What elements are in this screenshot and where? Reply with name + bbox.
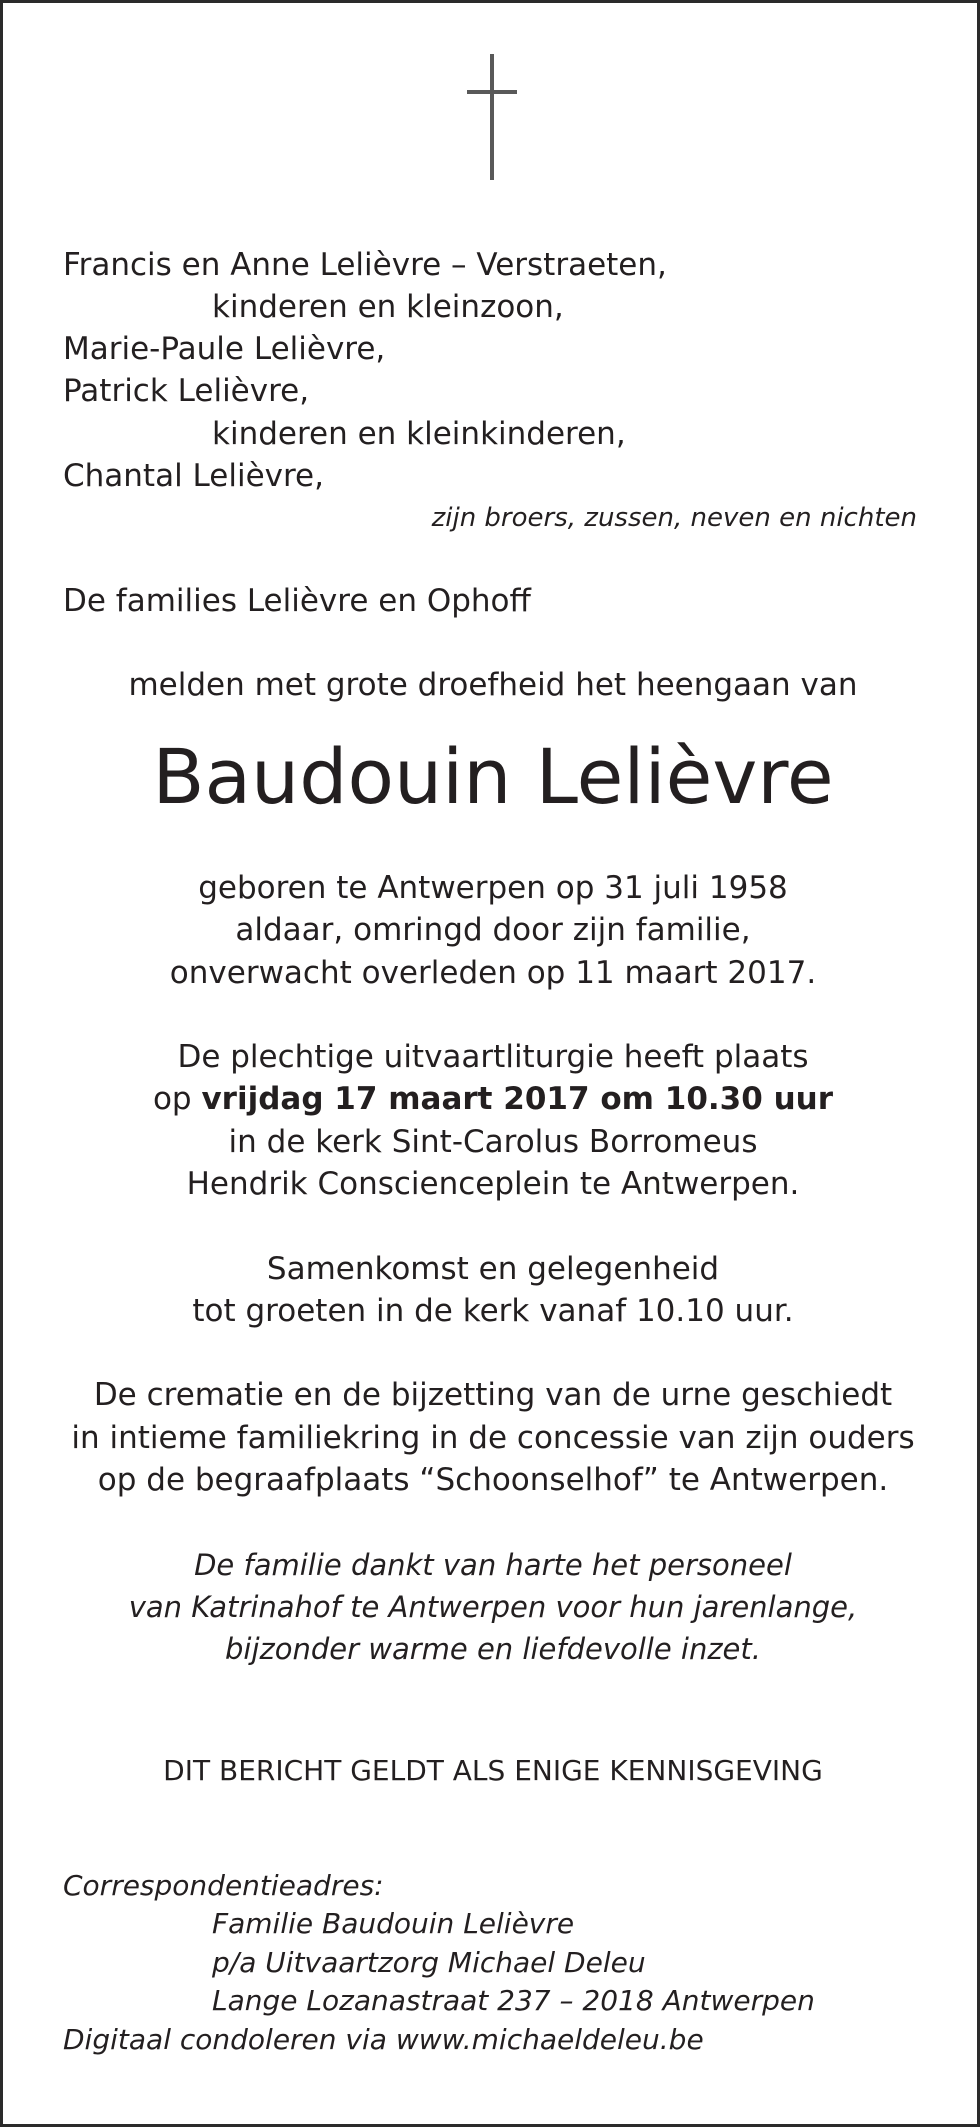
gathering-line-1: Samenkomst en gelegenheid (266, 1251, 720, 1287)
liturgy-prefix: op (152, 1081, 202, 1117)
family-line-1: Francis en Anne Lelièvre – Verstraeten, (63, 247, 667, 283)
deceased-name: Baudouin Lelièvre (152, 732, 834, 821)
liturgy-line-4: Hendrik Conscienceplein te Antwerpen. (186, 1166, 800, 1202)
family-line-2: kinderen en kleinzoon, (212, 289, 564, 325)
family-line-5: kinderen en kleinkinderen, (212, 416, 626, 452)
liturgy-line-1: De plechtige uitvaartliturgie heeft plaats (177, 1039, 809, 1075)
cross-horizontal-bar (467, 90, 517, 94)
bio-line-2: aldaar, omringd door zijn familie, (235, 912, 751, 948)
family-line-7: zijn broers, zussen, neven en nichten (431, 503, 917, 533)
correspondence-line-1: Familie Baudouin Lelièvre (212, 1907, 575, 1940)
liturgy-line-2 (3, 1079, 980, 1119)
liturgy-line-3: in de kerk Sint-Carolus Borromeus (228, 1124, 758, 1160)
cremation-line-1: De crematie en de bijzetting van de urne geschiedt (93, 1377, 893, 1413)
gathering-line-2: tot groeten in de kerk vanaf 10.10 uur. (192, 1293, 794, 1329)
families-line: De families Lelièvre en Ophoff (63, 583, 531, 619)
cross-vertical-bar (490, 54, 494, 180)
thanks-line-3: bijzonder warme en liefdevolle inzet. (224, 1632, 761, 1666)
cremation-line-3: op de begraafplaats “Schoonselhof” te Antwerpen. (97, 1462, 889, 1498)
family-line-4: Patrick Lelièvre, (63, 373, 310, 409)
cremation-line-2: in intieme familiekring in de concessie van zijn ouders (71, 1420, 915, 1456)
bio-line-1: geboren te Antwerpen op 31 juli 1958 (198, 870, 788, 906)
thanks-line-1: De familie dankt van harte het personeel (194, 1548, 792, 1582)
family-line-3: Marie-Paule Lelièvre, (63, 331, 386, 367)
announce-line: melden met grote droefheid het heengaan van (128, 667, 858, 703)
family-line-6: Chantal Lelièvre, (63, 458, 324, 494)
correspondence-line-2: p/a Uitvaartzorg Michael Deleu (212, 1946, 646, 1979)
correspondence-label: Correspondentieadres: (63, 1869, 384, 1902)
liturgy-date-time: vrijdag 17 maart 2017 om 10.30 uur (201, 1081, 834, 1117)
thanks-line-2: van Katrinahof te Antwerpen voor hun jarenlange, (128, 1590, 858, 1624)
correspondence-line-3: Lange Lozanastraat 237 – 2018 Antwerpen (212, 1984, 815, 2017)
notice-line: DIT BERICHT GELDT ALS ENIGE KENNISGEVING (163, 1754, 823, 1787)
bio-line-3: onverwacht overleden op 11 maart 2017. (169, 955, 817, 991)
condolence-line: Digitaal condoleren via www.michaeldeleu.be (63, 2023, 704, 2056)
